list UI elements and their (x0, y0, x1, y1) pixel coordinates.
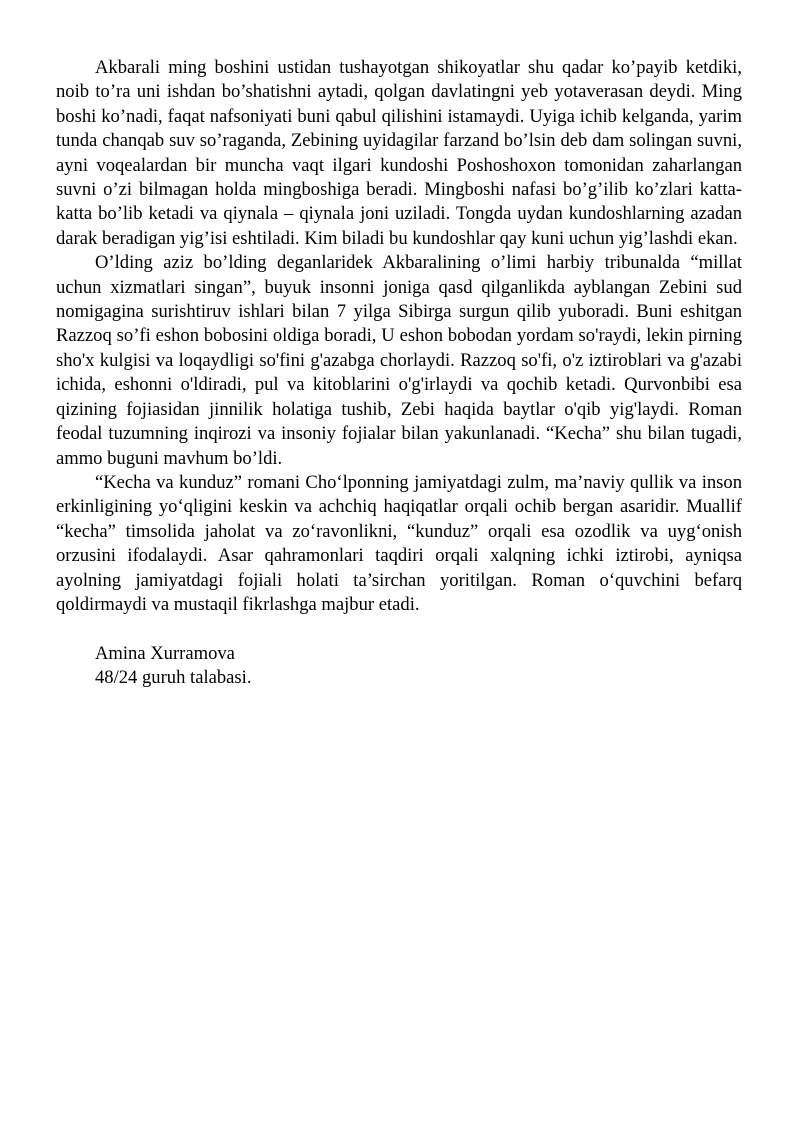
author-group: 48/24 guruh talabasi. (95, 667, 252, 689)
author-name: Amina Xurramova (95, 642, 235, 664)
paragraph-3: “Kecha va kunduz” romani Cho‘lponning jamiyatdagi zulm, ma’naviy qullik va inson erkinligining yo‘qligini keskin va achchiq haqiqatlar orqali ochib bergan asaridir. Muallif “kecha” timsolida jaholat va zo‘ravonlikni, “kunduz” orqali esa ozodlik va uyg‘onish orzusini ifodalaydi. Asar qahramonlari taqdiri orqali xalqning ichki iztirobi, ayniqsa ayolning jamiyatdagi fojiali holati ta’sirchan yoritilgan. Roman o‘quvchini befarq qoldirmaydi va mustaqil fikrlashga majbur etadi. (56, 471, 742, 615)
paragraph-2: O’lding aziz bo’lding deganlaridek Akbaralining o’limi harbiy tribunalda “millat uchun xizmatlari singan”, buyuk insonni joniga qasd qilganlikda ayblangan Zebini sud nomigagina surishtiruv ishlari bilan 7 yilga Sibirga surgun qilib yuboradi. Buni eshitgan Razzoq so’fi eshon bobosini oldiga boradi, U eshon bobodan yordam so'raydi, lekin pirning sho'x kulgisi va loqaydligi so'fini g'azabga chorlaydi. Razzoq so'fi, o'z iztiroblari va g'azabi ichida, eshonni o'ldiradi, pul va kitoblarini o'g'irlaydi va qochib ketadi. Qurvonbibi esa qizining fojiasidan jinnilik holatiga tushib, Zebi haqida baytlar o'qib yig'laydi. Roman feodal tuzumning inqirozi va insoniy fojialar bilan yakunlanadi. “Kecha” shu bilan tugadi, ammo buguni mavhum bo’ldi. (56, 252, 742, 469)
document-page (56, 56, 742, 691)
signature-block (56, 642, 742, 691)
blank-line (56, 617, 742, 641)
paragraph-1: Akbarali ming boshini ustidan tushayotgan shikoyatlar shu qadar ko’payib ketdiki, noib to’ra uni ishdan bo’shatishni aytadi, qolgan davlatingni yeb yotaverasan deydi. Ming boshi ko’nadi, faqat nafsoniyati buni qabul qilishini istamaydi. Uyiga ichib kelganda, yarim tunda chanqab suv so’raganda, Zebining uyidagilar farzand bo’lsin deb dam solingan suvni, ayni voqealardan bir muncha vaqt ilgari kundoshi Poshoshoxon tomonidan zaharlangan suvni o’zi bilmagan holda mingboshiga beradi. Mingboshi nafasi bo’g’ilib ko’zlari katta-katta bo’lib ketadi va qiynala – qiynala joni uziladi. Tongda uydan kundoshlarning azadan darak beradigan yig’isi eshtiladi. Kim biladi bu kundoshlar qay kuni uchun yig’lashdi ekan. (56, 57, 742, 249)
